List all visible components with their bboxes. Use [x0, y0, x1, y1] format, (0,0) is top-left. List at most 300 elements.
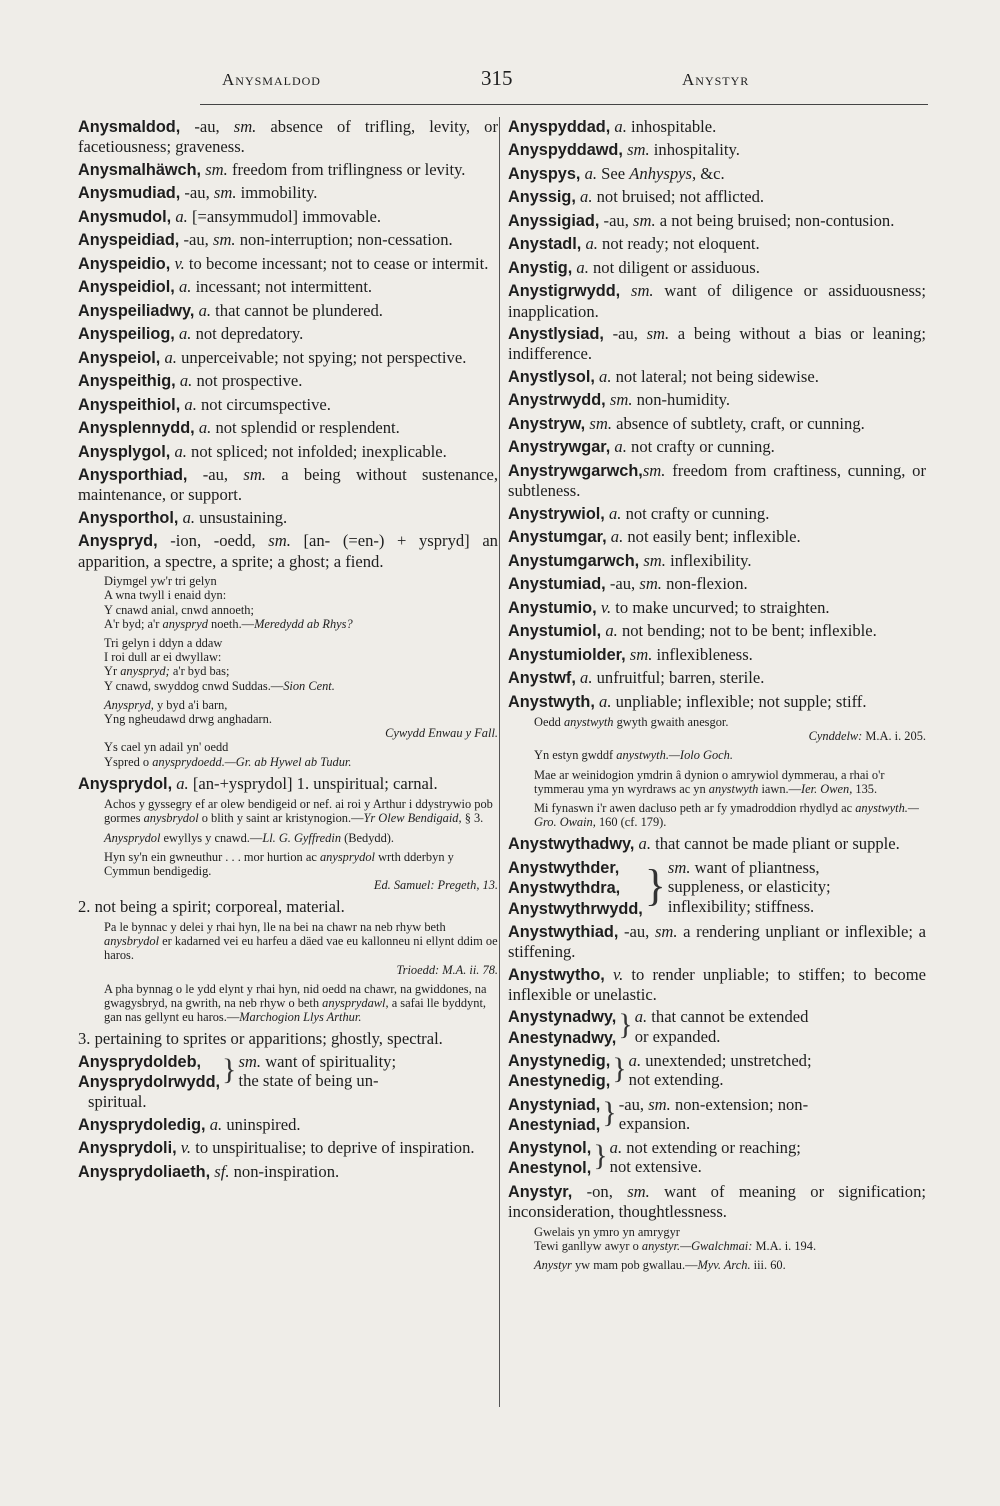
plural: -on, — [572, 1181, 628, 1201]
entry-anystwyth — [508, 692, 926, 712]
definition: immobility. — [236, 183, 318, 203]
part-of-speech: v. — [174, 253, 185, 273]
entry — [78, 1115, 498, 1135]
text: non-extension; non- — [670, 1094, 809, 1114]
entry — [508, 965, 926, 1005]
text: Yspred o — [104, 754, 153, 769]
definition: unfruitful; barren, sterile. — [592, 668, 765, 688]
headwords — [508, 1051, 610, 1092]
definition: not depredatory. — [191, 324, 304, 344]
entry — [78, 183, 498, 203]
headword: Anystynedig, — [508, 1051, 611, 1070]
text: want of spirituality; — [261, 1051, 397, 1071]
brace: } — [618, 1008, 633, 1042]
verse-line — [534, 715, 926, 729]
page-number: 315 — [481, 66, 513, 90]
text: Yn estyn gwddf — [534, 748, 617, 763]
entry — [508, 187, 926, 207]
part-of-speech: sm. — [630, 281, 654, 301]
entry — [508, 598, 926, 618]
right-column — [508, 117, 926, 1277]
entry — [508, 437, 926, 457]
part-of-speech: a. — [608, 503, 622, 523]
quotation — [104, 850, 498, 893]
headword: Anystwyth, — [508, 692, 595, 711]
text: A pha bynnag o le ydd elynt y rhai hyn, nid oedd na chawr, na gwiddones, na gwagysbryd, na gwrith, na neb rhyw o beth — [104, 981, 487, 1010]
headword: Anystumiol, — [508, 622, 602, 641]
definition: that cannot be made pliant or supple. — [650, 834, 900, 854]
headwords — [508, 858, 643, 919]
entry — [78, 324, 498, 344]
definition — [668, 858, 831, 916]
italic-word: Anystyr — [534, 1257, 572, 1272]
entry-anyspryd — [78, 531, 498, 571]
part-of-speech: sm. — [654, 921, 678, 941]
entry-anysmaldod — [78, 117, 498, 157]
column-divider — [499, 117, 500, 1407]
headword: Anyssigiad, — [508, 211, 600, 230]
entry — [508, 922, 926, 962]
plural: -au, — [618, 1094, 649, 1114]
definition: non-inspiration. — [229, 1161, 340, 1181]
part-of-speech: a. — [175, 206, 188, 226]
entry — [508, 117, 926, 137]
text: ewyllys y cnawd.— — [160, 830, 263, 845]
headword: Anystwythadwy, — [508, 835, 635, 854]
headwords — [78, 1052, 220, 1093]
running-header — [0, 66, 1000, 96]
part-of-speech: sm. — [667, 857, 691, 877]
entry — [78, 207, 498, 227]
verse-line: Diymgel yw'r tri gelyn — [104, 574, 217, 589]
quotation-verse — [534, 1225, 926, 1253]
verse-line — [104, 755, 498, 769]
text: § 3. — [461, 811, 484, 826]
text: er kadarned vei eu harfeu a däed vae eu kallonneu ni ellynt ddim oe haros. — [104, 934, 498, 963]
entry — [78, 301, 498, 321]
definition: want of meaning or signification; inconsideration, thoughtlessness. — [508, 1181, 926, 1222]
plural: -au, — [180, 117, 234, 136]
part-of-speech: a. — [176, 773, 189, 793]
verse-line: Y cnawd anial, cnwd annoeth; — [104, 602, 254, 617]
part-of-speech: sm. — [643, 550, 666, 570]
part-of-speech: a. — [584, 163, 598, 183]
headword: Anystwythiad, — [508, 922, 619, 941]
italic-word: anysprydol — [319, 849, 375, 864]
entry — [78, 371, 498, 391]
entry — [78, 442, 498, 462]
headword: Anestynadwy, — [508, 1028, 617, 1047]
headword: Anystwythder, — [508, 858, 620, 877]
citation: Ll. G. Gyffredin — [262, 830, 342, 845]
text: Tewi ganllyw awyr o — [534, 1238, 642, 1253]
headword: Anyspryd, — [78, 532, 158, 551]
definition: not ready; not eloquent. — [597, 234, 760, 254]
part-of-speech: sm. — [627, 140, 650, 160]
part-of-speech: a. — [174, 441, 187, 461]
definition: non-flexion. — [661, 574, 748, 594]
part-of-speech: sf. — [214, 1161, 230, 1181]
definition: inhospitable. — [626, 117, 717, 136]
headword: Anysprydoli, — [78, 1139, 177, 1158]
headword: Anyspyddad, — [508, 118, 611, 136]
entry-group-anystynadwy — [508, 1007, 926, 1048]
text: (Bedydd). — [341, 830, 395, 845]
headword: Anysmaldod, — [78, 118, 181, 136]
definition: a being without sustenance, maintenance, or support. — [78, 465, 498, 505]
quotation — [104, 797, 498, 825]
entry — [508, 527, 926, 547]
text: suppleness, or elasticity; — [667, 877, 831, 897]
definition: not splendid or resplendent. — [211, 418, 400, 438]
definition: to make uncurved; to straighten. — [611, 597, 830, 617]
headword: Anyspeidiol, — [78, 278, 175, 297]
verse-line: Gwelais yn ymro yn amrygyr — [534, 1224, 680, 1239]
part-of-speech: sm. — [648, 1094, 671, 1114]
definition — [635, 1007, 809, 1046]
definition: inhospitality. — [649, 140, 740, 160]
part-of-speech: sm. — [205, 159, 228, 179]
part-of-speech: a. — [638, 834, 651, 854]
plural: -au, — [603, 324, 647, 344]
plural: -au, — [187, 465, 244, 485]
headword: Anysprydoliaeth, — [78, 1162, 211, 1181]
headwords — [508, 1095, 600, 1136]
part-of-speech: a. — [178, 324, 192, 344]
citation: Trioedd: M.A. ii. 78. — [396, 962, 498, 977]
entry — [78, 395, 498, 415]
definition — [238, 1052, 396, 1091]
definition: unperceivable; not spying; not perspective. — [176, 347, 467, 367]
definition: [=ansymmudol] immovable. — [187, 206, 382, 226]
citation: Yr Olew Bendigaid, — [363, 811, 462, 826]
headword: Anystlysiad, — [508, 325, 604, 344]
plural: -ion, -oedd, — [157, 531, 269, 551]
part-of-speech: a. — [605, 621, 618, 641]
plural: -au, — [180, 183, 214, 203]
headword: Anysprydoledig, — [78, 1115, 206, 1134]
headword: Anysprydolrwydd, — [78, 1073, 221, 1092]
headword: Anyspeidio, — [78, 254, 171, 273]
text: iawn.— — [758, 781, 802, 796]
citation-ref: M.A. i. 205. — [862, 729, 926, 744]
headword: Anyspyddawd, — [508, 141, 623, 160]
definition: inflexibility. — [665, 550, 752, 570]
part-of-speech: sm. — [213, 183, 237, 203]
italic-word: anyspryd — [162, 616, 208, 631]
part-of-speech: sm. — [639, 574, 662, 594]
part-of-speech: sm. — [243, 465, 266, 485]
entry — [508, 234, 926, 254]
headword: Anyspeidiad, — [78, 231, 180, 250]
entry — [78, 465, 498, 505]
part-of-speech: sm. — [212, 230, 236, 250]
definition: that cannot be plundered. — [211, 300, 383, 320]
citation: Myv. Arch. — [697, 1257, 751, 1272]
definition: non-humidity. — [632, 390, 731, 410]
entry — [78, 418, 498, 438]
headword: Anysprydoldeb, — [78, 1052, 202, 1071]
text: Mae ar weinidogion ymdrin â dynion o amrywiol dymmerau, a rhai o'r tymmerau yma yn wyrdraws ac yn — [534, 767, 885, 796]
citation: Ed. Samuel: Pregeth, 13. — [373, 878, 498, 893]
quotation — [534, 1258, 926, 1272]
italic-word: anyspryd; — [120, 664, 170, 679]
definition: not spliced; not infolded; inexplicable. — [186, 441, 447, 461]
entry — [78, 230, 498, 250]
verse-line: Yng ngheudawd drwg anghadarn. — [104, 711, 272, 726]
quotation — [104, 831, 498, 845]
entry-group-anystynol — [508, 1138, 926, 1179]
headwords — [508, 1138, 591, 1179]
brace: } — [602, 1095, 617, 1129]
definition: not bending; not to be bent; inflexible. — [617, 621, 877, 641]
definition: not lateral; not being sidewise. — [611, 366, 819, 386]
entry-group-anystynedig — [508, 1051, 926, 1092]
entry — [508, 834, 926, 854]
headword: Anysmudiad, — [78, 184, 181, 203]
part-of-speech: a. — [184, 394, 197, 414]
part-of-speech: a. — [610, 527, 624, 547]
headword: Anysmudol, — [78, 207, 172, 226]
headword: Anystrwydd, — [508, 391, 606, 410]
part-of-speech: a. — [599, 366, 612, 386]
text: or expanded. — [634, 1026, 721, 1046]
citation: anystwyth.—Iolo Goch. — [616, 748, 733, 763]
italic-word: anysprydawl, — [322, 995, 389, 1010]
definition: unpliable; inflexible; not supple; stiff. — [611, 691, 867, 711]
entry — [508, 390, 926, 410]
text: a safai lle byddynt, gan nas gellynt eu haros.— — [104, 995, 486, 1025]
entry — [508, 258, 926, 278]
entry — [508, 668, 926, 688]
headword: Anysplennydd, — [78, 419, 195, 438]
italic-word: anystwyth — [708, 781, 759, 796]
headword: Anysprydol, — [78, 774, 173, 793]
entry — [508, 504, 926, 524]
headword: Anyspeithiol, — [78, 395, 181, 414]
entry — [508, 211, 926, 231]
part-of-speech: a. — [585, 234, 598, 254]
entry — [78, 348, 498, 368]
part-of-speech: a. — [182, 507, 196, 527]
text: A'r byd; a'r — [104, 616, 163, 631]
headword: Anystrywgarwch, — [508, 461, 643, 480]
headword: Anestynol, — [508, 1159, 592, 1178]
verse-line — [104, 617, 498, 631]
definition: [an- (=en-) + yspryd] an apparition, a spectre, a sprite; a ghost; a fiend. — [78, 531, 498, 571]
part-of-speech: sm. — [589, 413, 612, 433]
part-of-speech: sm. — [633, 210, 656, 230]
text: the state of being un- — [238, 1071, 379, 1091]
brace: } — [593, 1139, 608, 1173]
text: yw mam pob gwallau.— — [571, 1257, 698, 1272]
definition: not bruised; not afflicted. — [592, 187, 765, 207]
citation: anystyr.—Gwalchmai: — [641, 1238, 753, 1253]
verse-line — [104, 664, 498, 678]
part-of-speech: v. — [612, 964, 624, 984]
headword: Anystynadwy, — [508, 1008, 617, 1027]
brace: } — [612, 1051, 627, 1085]
entry — [508, 367, 926, 387]
definition: not prospective. — [192, 371, 303, 391]
entry — [508, 281, 926, 321]
entry-group-anysprydoldeb — [78, 1052, 498, 1112]
quotation-verse — [104, 698, 498, 769]
headword: Anyspeiliog, — [78, 325, 175, 344]
entry — [78, 277, 498, 297]
definition: to unspiritualise; to deprive of inspiration. — [191, 1138, 475, 1158]
headword: Anysplygol, — [78, 442, 171, 461]
verse-line — [104, 679, 498, 693]
verse-line — [534, 1239, 926, 1253]
entry — [508, 621, 926, 641]
definition: not circumspective. — [196, 394, 331, 414]
text: Pa le bynnac y delei y rhai hyn, lle na bei na chawr na neb rhyw beth — [104, 919, 446, 934]
text: Oedd — [534, 715, 564, 730]
headword: Anystumiolder, — [508, 645, 626, 664]
entry — [508, 414, 926, 434]
part-of-speech: a. — [580, 668, 593, 688]
definition: freedom from triflingness or levity. — [227, 159, 466, 179]
italic-word: anystwyth — [563, 715, 614, 730]
text: unextended; unstretched; — [641, 1050, 812, 1070]
sense-2: 2. not being a spirit; corporeal, material. — [78, 897, 345, 917]
citation-author: Cynddelw: — [808, 729, 863, 744]
text: not extending. — [628, 1070, 724, 1090]
headword: Anystwythrwydd, — [508, 899, 643, 918]
citation: Meredydd ab Rhys? — [254, 616, 353, 631]
text: iii. 60. — [750, 1257, 786, 1272]
brace: } — [644, 860, 666, 910]
entry — [78, 160, 498, 180]
left-column — [78, 117, 498, 1185]
headword: Anestyniad, — [508, 1115, 601, 1134]
headword: Anyspeithig, — [78, 372, 176, 391]
entry — [78, 508, 498, 528]
quotation — [534, 748, 926, 762]
definition: non-interruption; non-cessation. — [235, 230, 453, 250]
text: gwyth gwaith anesgor. — [613, 715, 729, 730]
part-of-speech: a. — [599, 691, 612, 711]
part-of-speech: sm. — [629, 644, 653, 664]
verse-line: Ys cael yn adail yn' oedd — [104, 740, 229, 755]
headword: Anystwythdra, — [508, 879, 621, 898]
headword: Anystynol, — [508, 1139, 592, 1158]
text: o blith y saint ar kristynogion.— — [198, 811, 364, 826]
sense-3: 3. pertaining to sprites or apparitions; ghostly, spectral. — [78, 1029, 443, 1049]
quotation — [104, 982, 498, 1025]
entry — [78, 1138, 498, 1158]
headword: Anystumio, — [508, 598, 597, 617]
citation: anystwyth.—Gro. Owain, — [534, 801, 919, 830]
entry — [508, 574, 926, 594]
entry-group-anystwythder — [508, 858, 926, 919]
citation: Sion Cent. — [283, 678, 335, 693]
quotation — [534, 715, 926, 743]
definition: not crafty or cunning. — [626, 437, 775, 457]
text: expansion. — [618, 1113, 691, 1133]
definition: absence of subtlety, craft, or cunning. — [611, 413, 865, 433]
part-of-speech: v. — [600, 597, 612, 617]
verse-line: Tri gelyn i ddyn a ddaw — [104, 635, 223, 650]
text: noeth.— — [207, 616, 255, 631]
verse-line: A wna twyll i enaid dyn: — [104, 588, 227, 603]
definition: unsustaining. — [195, 507, 288, 527]
text: Y cnawd, swyddog cnwd Suddas.— — [104, 678, 284, 693]
headword: Anystyr, — [508, 1182, 573, 1201]
text: a'r byd bas; — [169, 664, 230, 679]
citation: anysprydoedd.—Gr. ab Hywel ab Tudur. — [152, 754, 352, 769]
quotation — [534, 768, 926, 796]
quotation — [534, 801, 926, 829]
quotation-verse — [104, 574, 498, 631]
definition — [629, 1051, 812, 1090]
definition — [610, 1138, 801, 1177]
italic-word: anysbrydol — [104, 934, 160, 949]
headword: Anystumgar, — [508, 528, 607, 547]
quotation-verse — [104, 636, 498, 693]
italic-word: Anysprydol — [104, 830, 161, 845]
headword: Anystlysol, — [508, 367, 595, 386]
part-of-speech: sm. — [233, 117, 257, 136]
part-of-speech: a. — [576, 257, 589, 277]
entry-group-anystyniad — [508, 1095, 926, 1136]
text: Mi fynaswn i'r awen dacluso peth ar fy ymadroddion rhydlyd ac — [534, 801, 856, 816]
text: spiritual. — [88, 1092, 147, 1112]
header-rule — [200, 104, 928, 105]
part-of-speech: sm. — [642, 460, 666, 480]
part-of-speech: sm. — [627, 1181, 650, 1201]
quotation — [104, 920, 498, 977]
headword: Anystryw, — [508, 414, 586, 433]
plural: -au, — [618, 921, 655, 941]
definition — [619, 1095, 808, 1134]
citation — [534, 729, 926, 743]
part-of-speech: a. — [614, 437, 627, 457]
entry — [78, 254, 498, 274]
text: wrth dderbyn y Cymmun bendigedig. — [104, 849, 454, 879]
headword: Anystwf, — [508, 669, 576, 688]
definition: absence of trifling, levity, or facetiousness; graveness. — [78, 117, 498, 157]
definition: not easily bent; inflexible. — [623, 527, 801, 547]
part-of-speech: sm. — [646, 324, 670, 344]
part-of-speech: a. — [164, 347, 177, 367]
entry — [508, 324, 926, 364]
entry — [508, 461, 926, 501]
definition: a not being bruised; non-contusion. — [655, 210, 895, 230]
definition: to render unpliable; to stiffen; to become inflexible or unelastic. — [508, 964, 927, 1004]
part-of-speech: a. — [178, 277, 192, 297]
part-of-speech: a. — [198, 300, 212, 320]
headword: Anyspys, — [508, 164, 581, 183]
headword: Anyspeiol, — [78, 348, 161, 367]
part-of-speech: a. — [634, 1007, 648, 1027]
entry — [508, 645, 926, 665]
part-of-speech: a. — [580, 187, 593, 207]
citation: Ier. Owen, — [801, 781, 853, 796]
definition: inflexibleness. — [652, 644, 753, 664]
header-first-word: Anysmaldod — [222, 70, 321, 89]
part-of-speech: sm. — [609, 390, 633, 410]
italic-word: anysbrydol — [143, 811, 199, 826]
plural: -au, — [179, 230, 213, 250]
verse-line — [104, 698, 498, 712]
text: Hyn sy'n ein gwneuthur . . . mor hurtion ac — [104, 849, 320, 864]
text: that cannot be extended — [647, 1007, 809, 1027]
headword: Anystig, — [508, 258, 573, 277]
definition: incessant; not intermittent. — [191, 277, 373, 297]
definition: not crafty or cunning. — [621, 503, 770, 523]
